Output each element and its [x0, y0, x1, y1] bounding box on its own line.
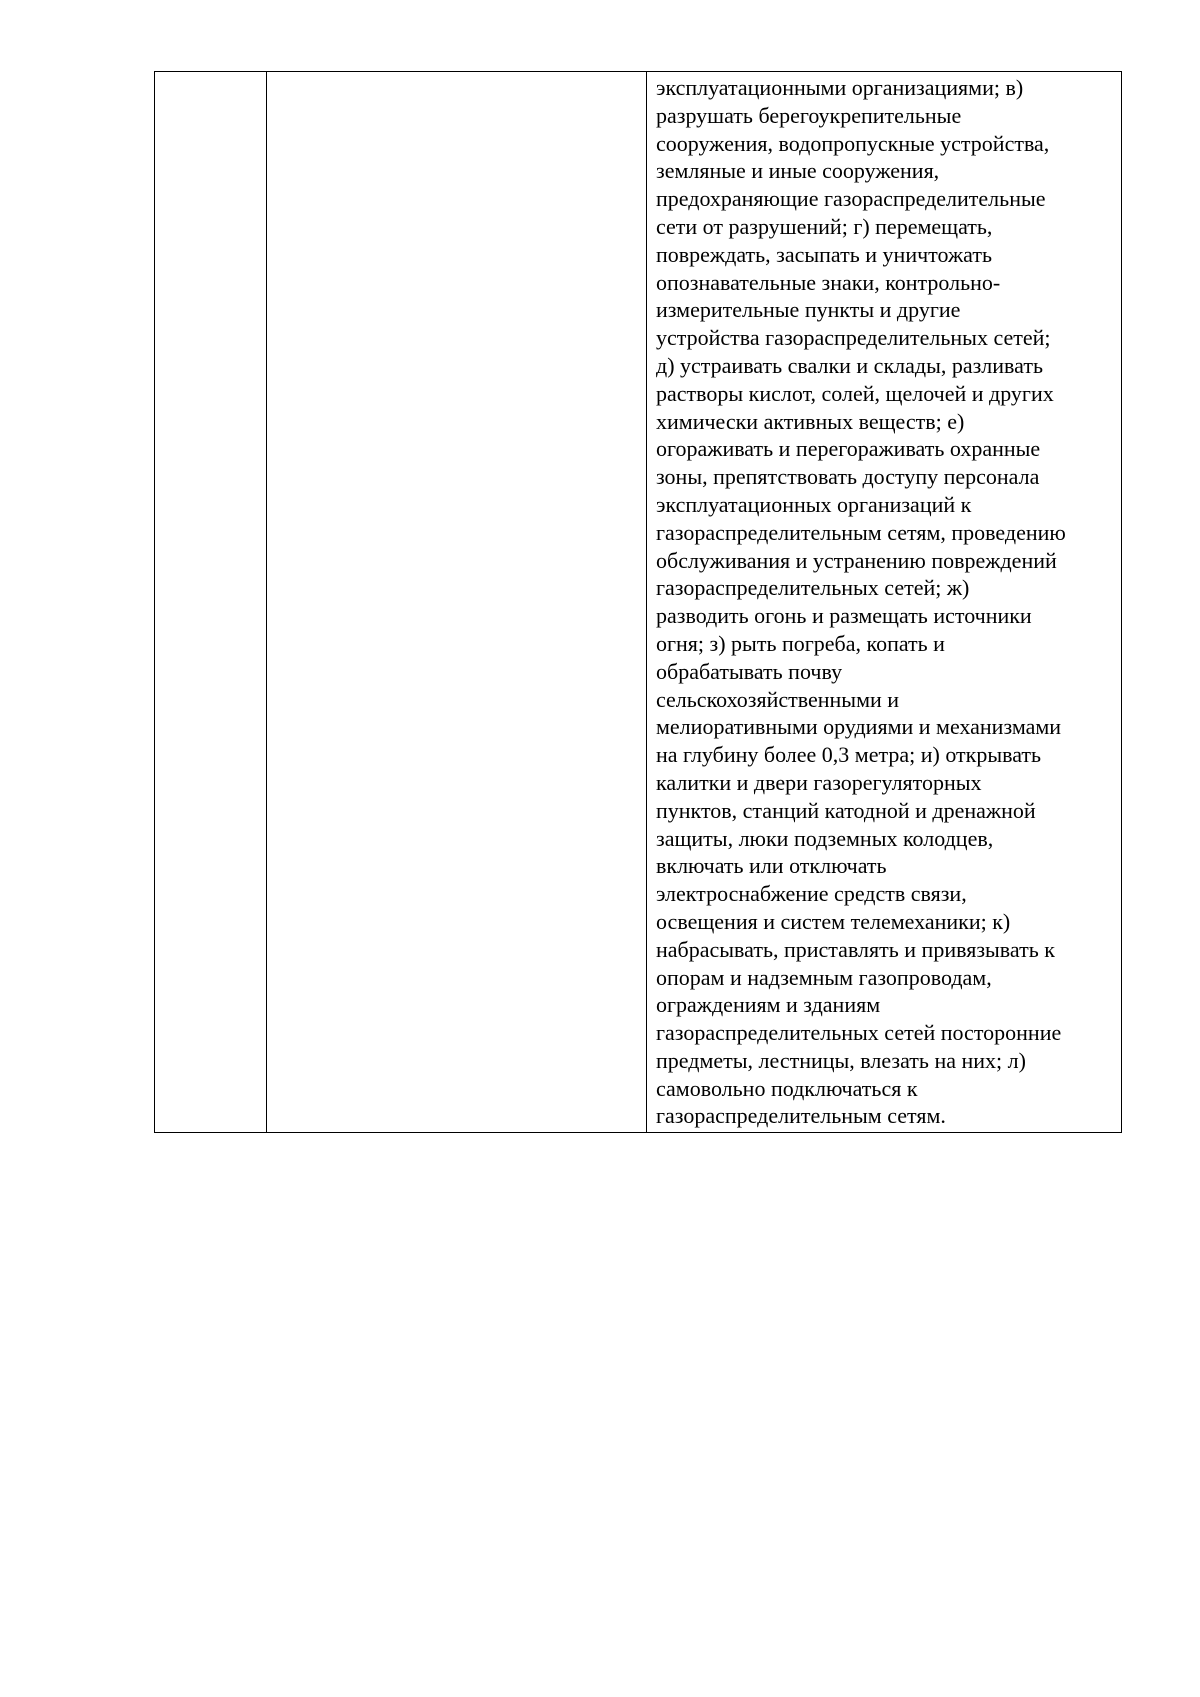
table-cell-2: [267, 72, 647, 1133]
text-line: защиты, люки подземных колодцев,: [656, 825, 994, 851]
cell-text-3: [647, 72, 1121, 1132]
text-line: набрасывать, приставлять и привязывать к: [656, 936, 1055, 962]
text-line: огораживать и перегораживать охранные: [656, 436, 1041, 462]
text-line: включать или отключать: [656, 853, 887, 879]
text-line: газораспределительным сетям.: [656, 1103, 946, 1129]
text-line: растворы кислот, солей, щелочей и других: [656, 380, 1054, 406]
text-line: обрабатывать почву: [656, 658, 843, 684]
cell-text-1: [155, 72, 266, 76]
text-line: калитки и двери газорегуляторных: [656, 769, 982, 795]
table-row: [155, 72, 1122, 1133]
text-line: земляные и иные сооружения,: [656, 158, 940, 184]
cell-text-2: [267, 72, 646, 76]
text-line: газораспределительных сетей; ж): [656, 575, 970, 601]
table-cell-1: [155, 72, 267, 1133]
text-line: газораспределительным сетям, проведению: [656, 519, 1066, 545]
table-body: [155, 72, 1122, 1133]
text-line: д) устраивать свалки и склады, разливать: [656, 352, 1043, 378]
text-line: разрушать берегоукрепительные: [656, 102, 962, 128]
text-line: на глубину более 0,3 метра; и) открывать: [656, 742, 1042, 768]
text-line: ограждениям и зданиям: [656, 992, 881, 1018]
text-line: самовольно подключаться к: [656, 1075, 918, 1101]
text-line: предметы, лестницы, влезать на них; л): [656, 1047, 1026, 1073]
text-line: разводить огонь и размещать источники: [656, 603, 1032, 629]
text-line: зоны, препятствовать доступу персонала: [656, 464, 1040, 490]
text-line: огня; з) рыть погреба, копать и: [656, 630, 945, 656]
text-line: эксплуатационных организаций к: [656, 491, 972, 517]
table-cell-3: [647, 72, 1122, 1133]
text-line: сельскохозяйственными и: [656, 686, 900, 712]
text-line: мелиоративными орудиями и механизмами: [656, 714, 1062, 740]
text-line: газораспределительных сетей посторонние: [656, 1020, 1062, 1046]
text-line: электроснабжение средств связи,: [656, 881, 967, 907]
text-line: обслуживания и устранению повреждений: [656, 547, 1057, 573]
text-line: измерительные пункты и другие: [656, 297, 961, 323]
text-line: сооружения, водопропускные устройства,: [656, 130, 1050, 156]
text-line: эксплуатационными организациями; в): [656, 75, 1024, 100]
text-line: устройства газораспределительных сетей;: [656, 325, 1051, 351]
text-line: повреждать, засыпать и уничтожать: [656, 241, 992, 267]
text-line: опознавательные знаки, контрольно-: [656, 269, 1001, 295]
text-line: освещения и систем телемеханики; к): [656, 908, 1011, 934]
text-line: пунктов, станций катодной и дренажной: [656, 797, 1036, 823]
document-table: [154, 71, 1122, 1133]
text-line: опорам и надземным газопроводам,: [656, 964, 992, 990]
text-line: предохраняющие газораспределительные: [656, 186, 1046, 212]
text-line: сети от разрушений; г) перемещать,: [656, 213, 993, 239]
text-line: химически активных веществ; е): [656, 408, 965, 434]
